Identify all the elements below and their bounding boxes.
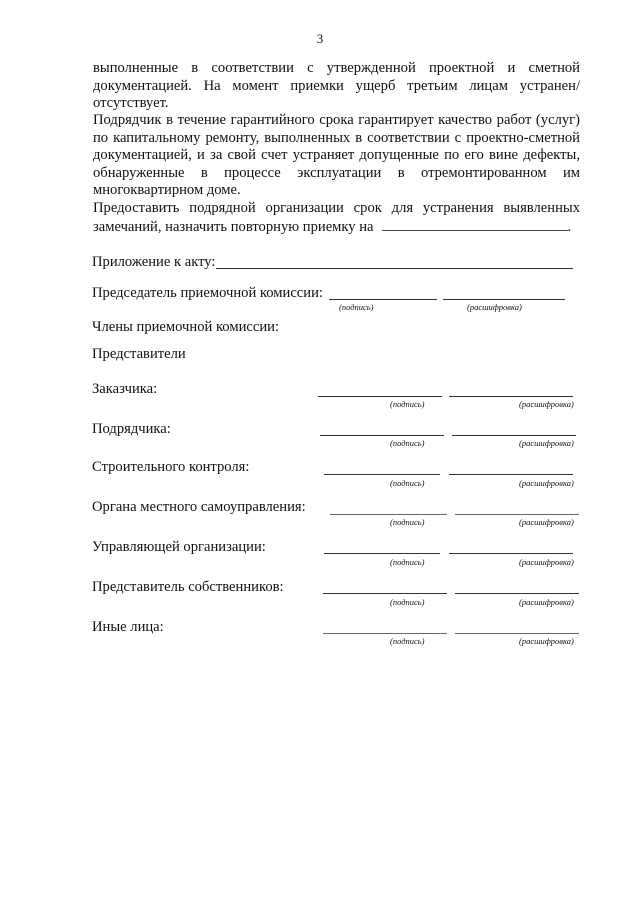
transcript-caption: (расшифровка) bbox=[519, 517, 574, 527]
chairman-signature-line[interactable] bbox=[329, 299, 437, 300]
transcript-line[interactable] bbox=[455, 633, 579, 634]
signature-caption: (подпись) bbox=[390, 399, 425, 409]
signature-line[interactable] bbox=[324, 553, 440, 554]
signature-line[interactable] bbox=[318, 396, 442, 397]
page-number: 3 bbox=[316, 31, 324, 46]
transcript-caption: (расшифровка) bbox=[519, 478, 574, 488]
signature-caption: (подпись) bbox=[390, 597, 425, 607]
transcript-line[interactable] bbox=[449, 553, 573, 554]
transcript-caption: (расшифровка) bbox=[519, 557, 574, 567]
chairman-label: Председатель приемочной комиссии: bbox=[92, 285, 323, 301]
transcript-line[interactable] bbox=[449, 474, 573, 475]
deadline-period: . bbox=[567, 218, 572, 235]
signature-caption: (подпись) bbox=[390, 557, 425, 567]
signature-line[interactable] bbox=[324, 474, 440, 475]
transcript-caption: (расшифровка) bbox=[519, 597, 574, 607]
transcript-caption: (расшифровка) bbox=[519, 438, 574, 448]
signatory-label: Органа местного самоуправления: bbox=[92, 499, 306, 515]
signatory-label: Строительного контроля: bbox=[92, 459, 250, 475]
chairman-signature-caption: (подпись) bbox=[339, 302, 374, 312]
transcript-caption: (расшифровка) bbox=[519, 399, 574, 409]
signatory-label: Представитель собственников: bbox=[92, 579, 284, 595]
transcript-caption: (расшифровка) bbox=[519, 636, 574, 646]
signatory-label: Подрядчика: bbox=[92, 421, 171, 437]
signature-caption: (подпись) bbox=[390, 438, 425, 448]
chairman-transcript-line[interactable] bbox=[443, 299, 565, 300]
signature-line[interactable] bbox=[330, 514, 447, 515]
representatives-label: Представители bbox=[92, 346, 186, 362]
deadline-text: Предоставить подрядной организации срок для устранения выявленных замечаний, назначить повторную приемку на bbox=[93, 200, 580, 235]
signatory-label: Заказчика: bbox=[92, 381, 158, 397]
signature-caption: (подпись) bbox=[390, 517, 425, 527]
signature-caption: (подпись) bbox=[390, 478, 425, 488]
signatory-label: Управляющей организации: bbox=[92, 539, 266, 555]
chairman-transcript-caption: (расшифровка) bbox=[467, 302, 522, 312]
transcript-line[interactable] bbox=[452, 435, 576, 436]
transcript-line[interactable] bbox=[455, 593, 579, 594]
signature-line[interactable] bbox=[320, 435, 444, 436]
paragraph-compliance: выполненные в соответствии с утвержденной проектной и сметной документацией. На момент приемки ущерб третьим лицам устранен/отсутствует. bbox=[93, 60, 580, 112]
paragraph-warranty: Подрядчик в течение гарантийного срока гарантирует качество работ (услуг) по капитальному ремонту, выполненных в соответствии с проектно-сметной документацией, и за свой счет устраняет допущенные по его вине дефекты, обнаруженные в процессе эксплуатации в отремонтированном им многоквартирном доме. bbox=[93, 112, 580, 199]
attachment-label: Приложение к акту: bbox=[92, 254, 216, 270]
members-label: Члены приемочной комиссии: bbox=[92, 319, 280, 335]
reinspection-date-field[interactable] bbox=[382, 218, 568, 231]
signature-line[interactable] bbox=[323, 593, 447, 594]
signature-caption: (подпись) bbox=[390, 636, 425, 646]
signature-line[interactable] bbox=[323, 633, 447, 634]
transcript-line[interactable] bbox=[449, 396, 573, 397]
transcript-line[interactable] bbox=[455, 514, 579, 515]
paragraph-deadline bbox=[93, 200, 580, 236]
signatory-label: Иные лица: bbox=[92, 619, 164, 635]
attachment-line[interactable] bbox=[216, 268, 573, 269]
